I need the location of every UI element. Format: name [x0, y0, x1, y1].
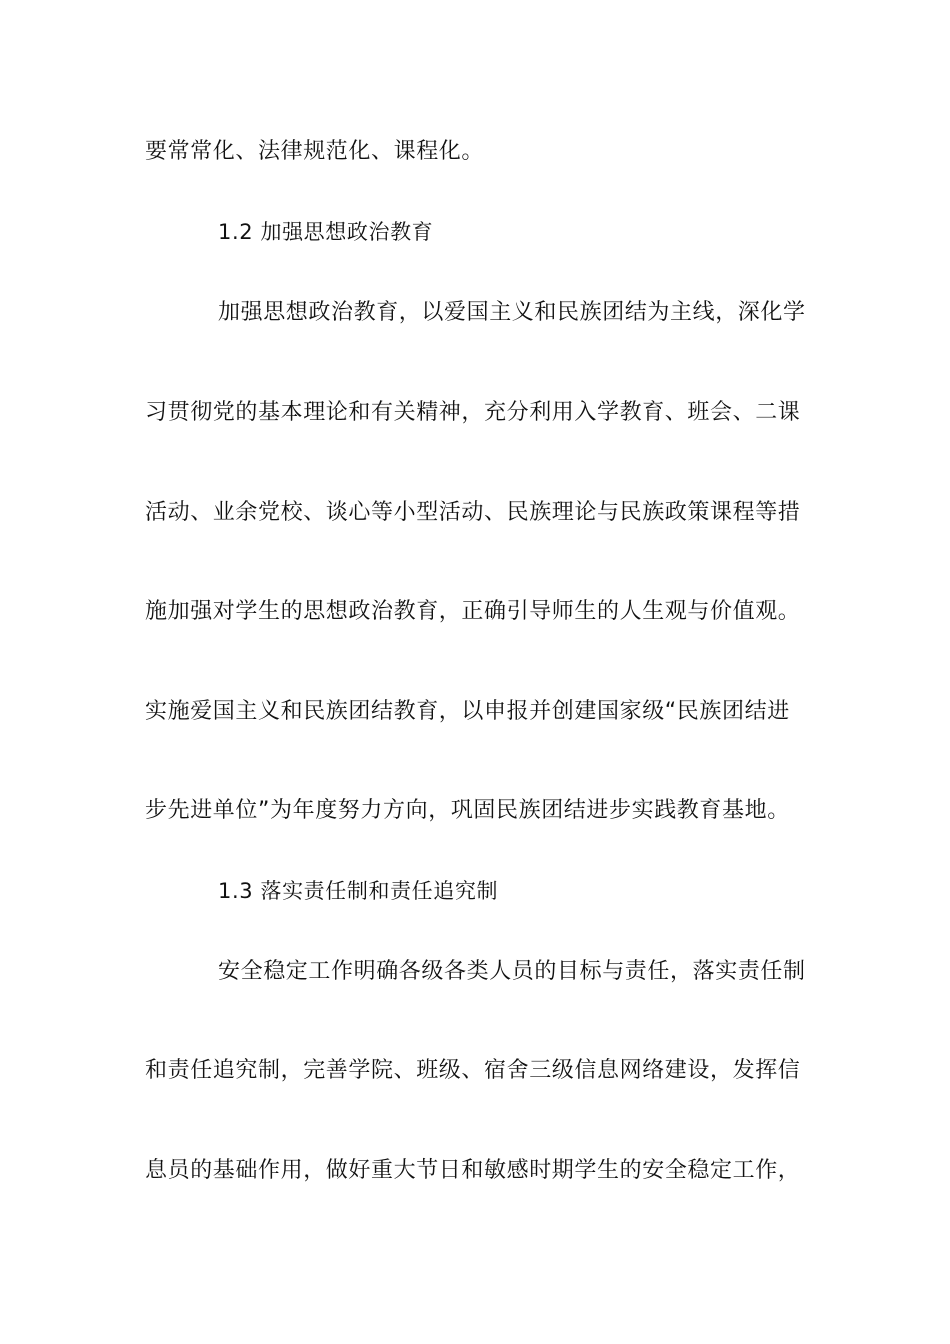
section-heading-1-2: 1.2 加强思想政治教育 — [218, 220, 434, 244]
paragraph-first-line: 加强思想政治教育，以爱国主义和民族团结为主线，深化学 — [218, 300, 806, 325]
body-text-line: 息员的基础作用，做好重大节日和敏感时期学生的安全稳定工作， — [145, 1158, 801, 1183]
body-text-line: 实施爱国主义和民族团结教育，以申报并创建国家级“民族团结进 — [145, 699, 790, 724]
body-text-line: 要常常化、法律规范化、课程化。 — [145, 139, 485, 164]
body-text-line: 习贯彻党的基本理论和有关精神，充分利用入学教育、班会、二课 — [145, 400, 801, 425]
body-text-line: 和责任追究制，完善学院、班级、宿舍三级信息网络建设，发挥信 — [145, 1058, 801, 1083]
body-text-line: 施加强对学生的思想政治教育，正确引导师生的人生观与价值观。 — [145, 599, 801, 624]
section-heading-1-3: 1.3 落实责任制和责任追究制 — [218, 879, 499, 903]
paragraph-first-line: 安全稳定工作明确各级各类人员的目标与责任，落实责任制 — [218, 959, 806, 984]
body-text-line: 活动、业余党校、谈心等小型活动、民族理论与民族政策课程等措 — [145, 500, 801, 525]
body-text-line: 步先进单位”为年度努力方向，巩固民族团结进步实践教育基地。 — [145, 798, 790, 823]
